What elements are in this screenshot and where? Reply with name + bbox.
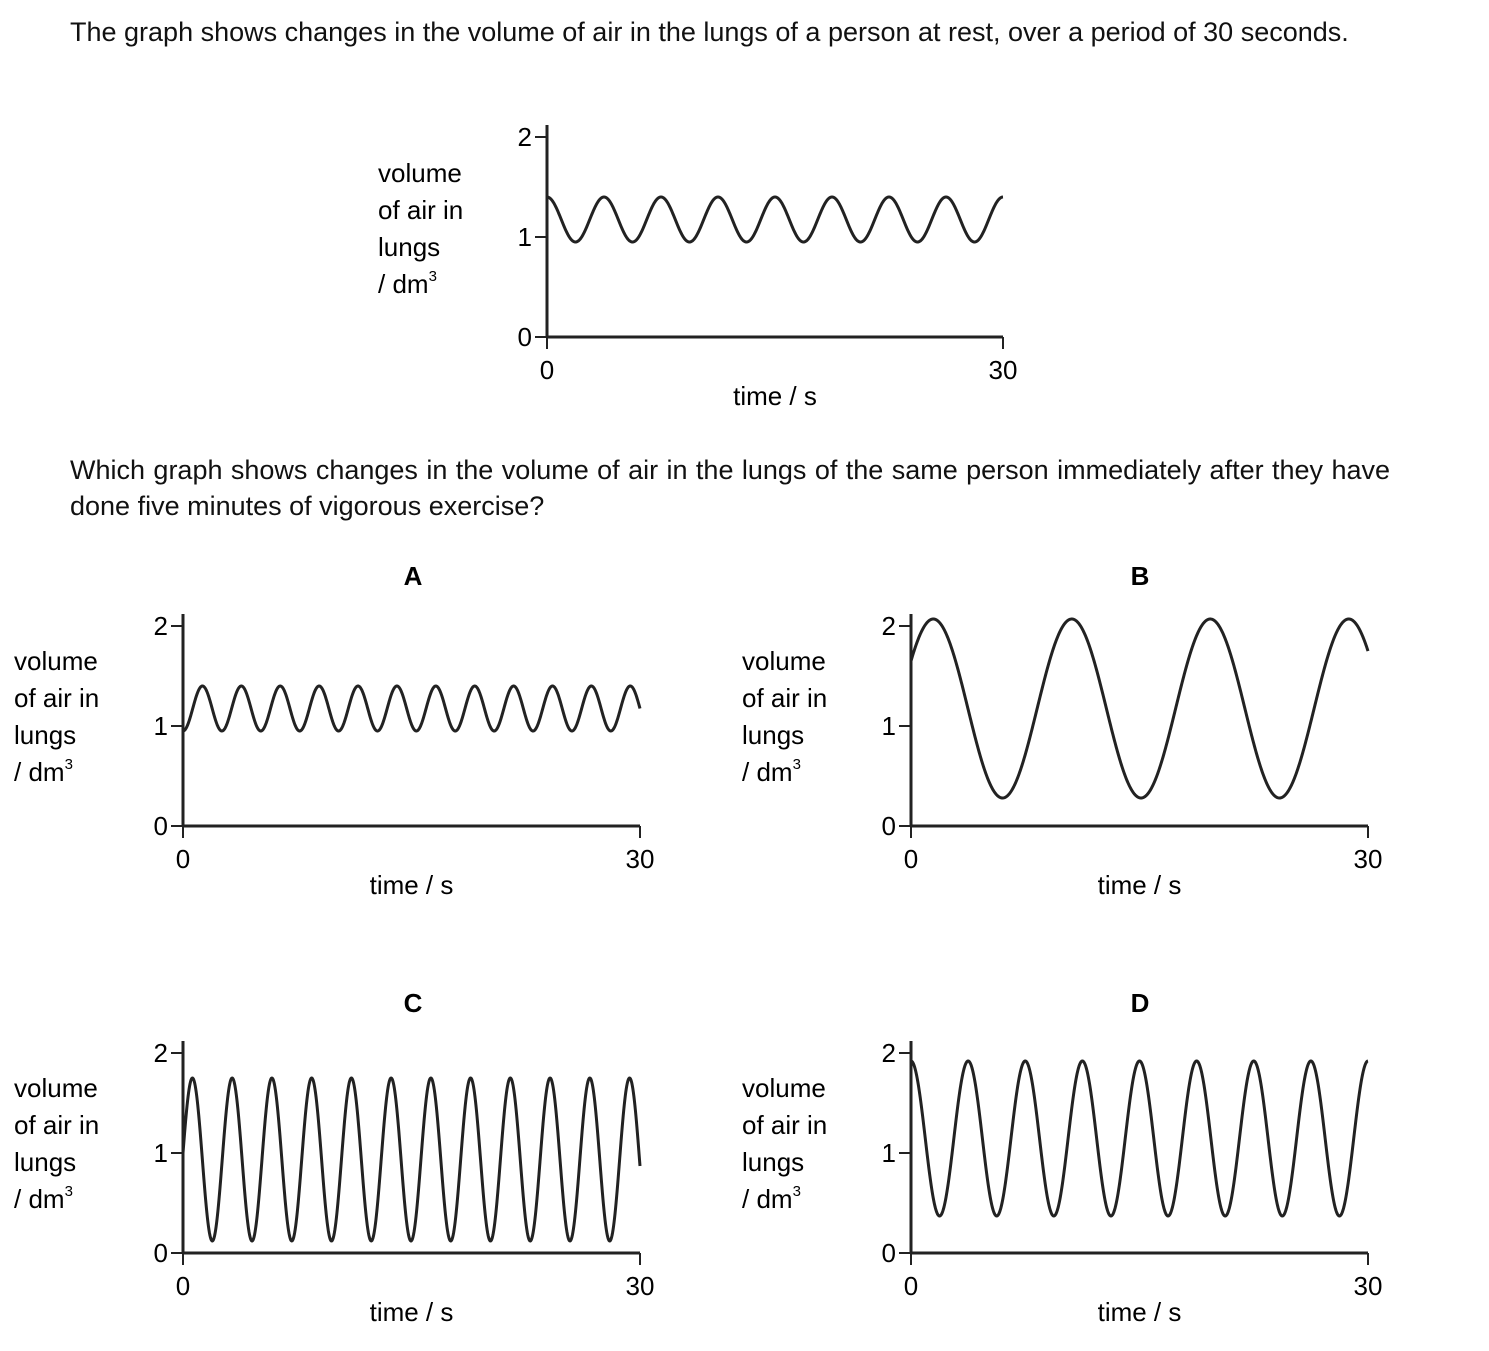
x-axis-label: time / s	[1097, 1297, 1182, 1327]
x-tick-label: 0	[175, 844, 191, 874]
y-axis-label-sup: 3	[792, 1183, 801, 1200]
question-intro: The graph shows changes in the volume of air in the lungs of a person at rest, over a period of 30 seconds.	[70, 17, 1349, 47]
y-axis-label-line: / $dm^3$	[14, 1183, 73, 1214]
y-tick-label: 1	[517, 222, 532, 252]
y-tick-label: 1	[881, 711, 896, 741]
x-tick-label: 0	[175, 1271, 191, 1301]
y-axis-label-line: / $dm^3$	[14, 756, 73, 787]
series-line-a	[183, 686, 640, 731]
series-line-b	[911, 619, 1368, 798]
chart-c	[14, 988, 654, 1327]
y-tick-label: 1	[153, 1138, 168, 1168]
x-axis-label: time / s	[733, 381, 817, 411]
chart-d	[742, 988, 1382, 1327]
y-axis-label-line: / $dm^3$	[742, 1183, 801, 1214]
y-axis-label-line: lungs	[742, 720, 805, 750]
y-tick-label: 2	[153, 611, 168, 641]
series-line-c	[183, 1078, 640, 1241]
y-axis-label-line: volume	[14, 646, 98, 676]
x-axis-label: time / s	[369, 1297, 454, 1327]
y-axis-label-line: volume	[742, 646, 826, 676]
series-line-d	[911, 1061, 1368, 1216]
y-tick-label: 0	[881, 811, 896, 841]
y-axis-label-line: lungs	[14, 1147, 77, 1177]
y-axis-label-line: of air in	[742, 1110, 828, 1140]
option-label-c: C	[403, 988, 423, 1018]
series-line-rest	[547, 197, 1003, 242]
y-axis-label-line: of air in	[14, 1110, 100, 1140]
question-prompt: Which graph shows changes in the volume of air in the lungs of the same person immediately after they have done five minutes of vigorous exercise?	[70, 455, 1390, 521]
y-axis-label-sup: 3	[64, 756, 73, 773]
x-tick-label: 30	[988, 355, 1018, 385]
y-axis-label-line: volume	[742, 1073, 826, 1103]
y-axis-label-line: volume	[378, 158, 462, 188]
y-axis-label-line: lungs	[378, 232, 441, 262]
x-tick-label: 30	[625, 844, 655, 874]
y-axis-label-sup: 3	[428, 268, 437, 285]
option-label-b: B	[1130, 561, 1150, 591]
y-axis-label-sup: 3	[64, 1183, 73, 1200]
y-tick-label: 1	[153, 711, 168, 741]
y-axis-label-line: lungs	[742, 1147, 805, 1177]
x-axis-label: time / s	[1097, 870, 1182, 900]
chart-a	[14, 561, 654, 900]
x-tick-label: 0	[539, 355, 555, 385]
y-axis-label-line: of air in	[742, 683, 828, 713]
y-tick-label: 0	[881, 1238, 896, 1268]
y-tick-label: 0	[153, 811, 168, 841]
x-tick-label: 30	[625, 1271, 655, 1301]
x-tick-label: 0	[903, 1271, 919, 1301]
y-axis-label-line: / $dm^3$	[742, 756, 801, 787]
x-tick-label: 30	[1353, 844, 1383, 874]
y-axis-label-line: volume	[14, 1073, 98, 1103]
y-axis-label-sup: 3	[792, 756, 801, 773]
chart-b	[742, 561, 1382, 900]
option-label-a: A	[403, 561, 423, 591]
y-tick-label: 0	[517, 322, 532, 352]
x-axis-label: time / s	[369, 870, 454, 900]
option-label-d: D	[1130, 988, 1150, 1018]
y-tick-label: 1	[881, 1138, 896, 1168]
y-axis-label-line: / $dm^3$	[378, 268, 437, 299]
y-axis-label-line: lungs	[14, 720, 77, 750]
y-tick-label: 2	[881, 611, 896, 641]
y-axis-label-line: of air in	[14, 683, 100, 713]
y-tick-label: 0	[153, 1238, 168, 1268]
x-tick-label: 30	[1353, 1271, 1383, 1301]
y-axis-label-line: of air in	[378, 195, 464, 225]
y-tick-label: 2	[153, 1038, 168, 1068]
x-tick-label: 0	[903, 844, 919, 874]
chart-rest	[378, 122, 1017, 411]
y-tick-label: 2	[881, 1038, 896, 1068]
y-tick-label: 2	[517, 122, 532, 152]
